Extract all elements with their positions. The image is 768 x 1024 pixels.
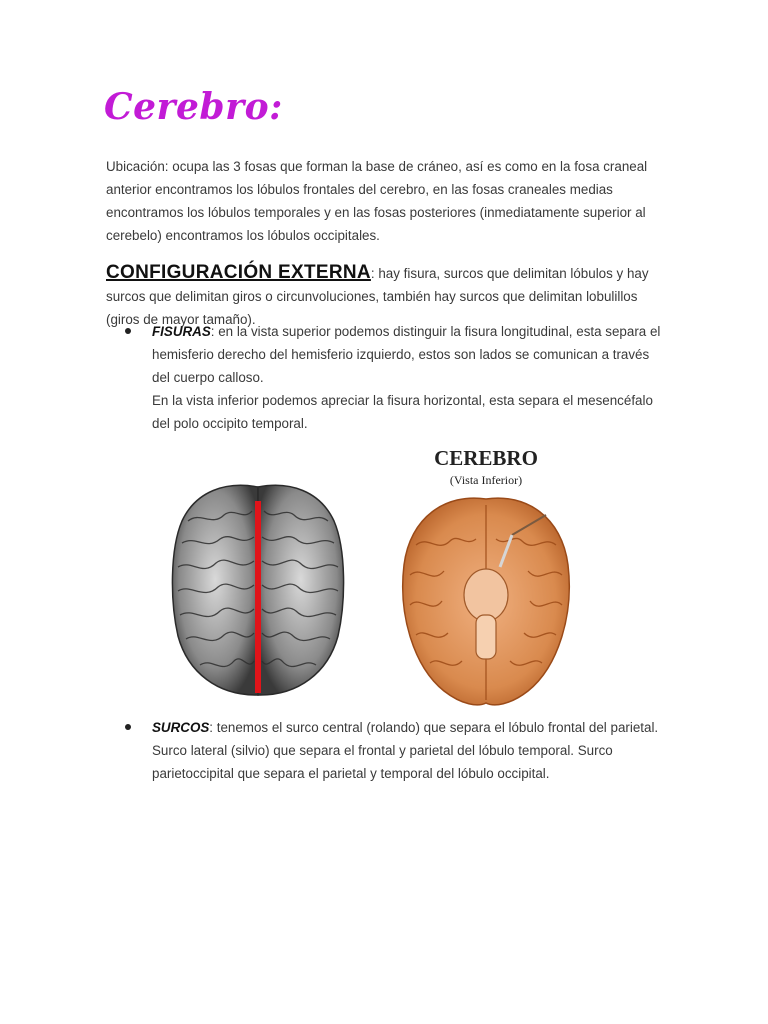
bullet-icon (125, 328, 131, 334)
surcos-label: SURCOS (152, 720, 210, 735)
list-item-text (152, 320, 664, 435)
fisuras-text-2: En la vista inferior podemos apreciar la fisura horizontal, esta separa el mesencéfalo del polo occipito temporal. (152, 393, 653, 431)
fisuras-text: : en la vista superior podemos distinguir la fisura longitudinal, esta separa el hemisferio derecho del hemisferio izquierdo, estos son lados se comunican a través del cuerpo calloso. (152, 324, 661, 385)
page-title: Cerebro: (104, 86, 283, 128)
surcos-text: : tenemos el surco central (rolando) que separa el lóbulo frontal del parietal. Surco lateral (silvio) que separa el frontal y parietal del lóbulo temporal. Surco parietoccipital que separa el parietal y temporal del lóbulo occipital. (152, 720, 659, 781)
fisuras-label: FISURAS (152, 324, 211, 339)
brain-superior-view-image (166, 481, 350, 704)
figure-subtitle: (Vista Inferior) (449, 473, 523, 487)
configuracion-heading: CONFIGURACIÓN EXTERNA (106, 262, 371, 283)
bullet-icon (125, 724, 131, 730)
figure-title: CEREBRO (434, 446, 538, 470)
ubicacion-paragraph: Ubicación: ocupa las 3 fosas que forman la base de cráneo, así es como en la fosa craneal anterior encontramos los lóbulos frontales del cerebro, en las fosas craneales medias encontramos los lóbulos temporales y en las fosas posteriores (inmediatamente superior al cerebelo) encontramos los lóbulos occipitales. (106, 159, 648, 243)
configuracion-text: : hay fisura, surcos que delimitan lóbulos y hay surcos que delimitan giros o circunvoluciones, también hay surcos que delimitan lobulillos (giros de mayor tamaño). (106, 266, 649, 327)
list-item-text (152, 716, 664, 785)
brain-inferior-view-image (396, 495, 576, 707)
